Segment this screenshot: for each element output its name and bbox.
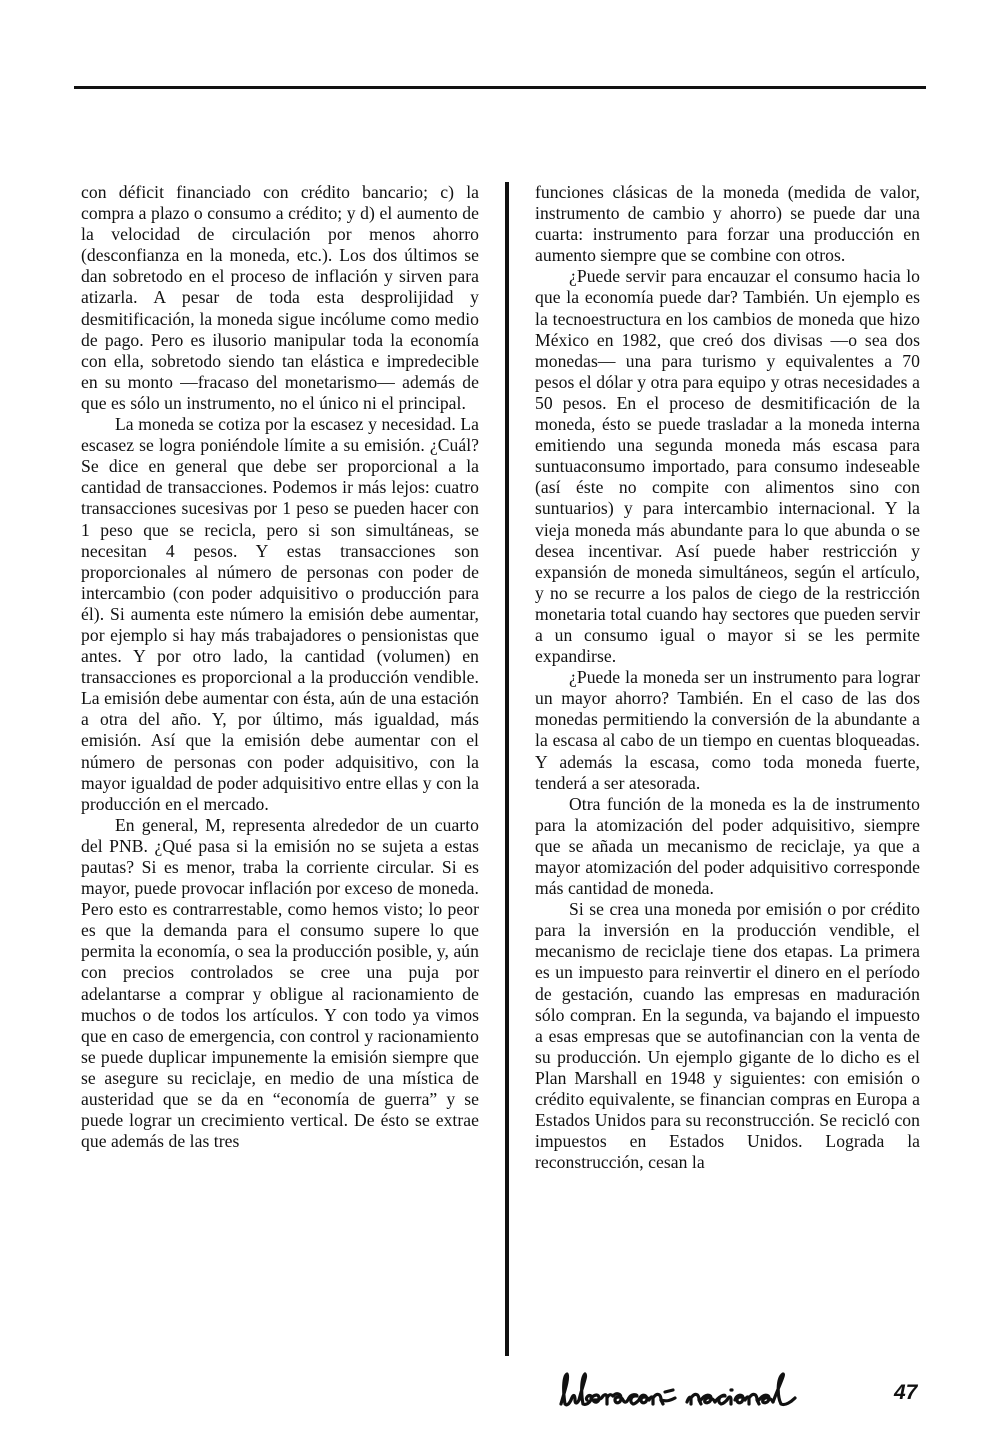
page-number: 47 bbox=[894, 1381, 918, 1404]
paragraph: ¿Puede servir para encauzar el consumo hacia lo que la economía puede dar? También. Un ejemplo es la tecnoestructura en los cambios de moneda que hizo México en 1982, que creó dos divisas —o sea dos monedas— una para turismo y equivalentes a 70 pesos el dólar y otra para equipo y otras necesidades a 50 pesos. En el proceso de desmitificación de la moneda, ésto se puede trasladar a la moneda interna emitiendo una segunda moneda más escasa para suntuaconsumo importado, para consumo indeseable (así éste no compite con alimentos sino con suntuarios) y para intercambio internacional. Y la vieja moneda más abundante para lo que abunda o se desea incentivar. Así puede haber restricción y expansión de moneda simultáneos, según el artículo, y no se recurre a los palos de ciego de la restricción monetaria total cuando hay sectores que pueden servir a un consumo igual o mayor si se les permite expandirse. bbox=[535, 266, 920, 667]
paragraph: con déficit financiado con crédito bancario; c) la compra a plazo o consumo a crédito; y d) el aumento de la velocidad de circulación por menos ahorro (desconfianza en la moneda, etc.). Los dos últimos se dan sobretodo en el proceso de inflación y sirven para atizarla. A pesar de toda esta desprolijidad y desmitificación, la moneda sigue incólume como medio de pago. Pero es ilusorio manipular toda la economía con ella, sobretodo siendo tan elástica e impredecible en su monto —fracaso del monetarismo— además de que es sólo un instrumento, no el único ni el principal. bbox=[81, 182, 479, 413]
liberacion-nacional-logo bbox=[555, 1370, 865, 1420]
top-rule bbox=[74, 86, 926, 89]
paragraph: Si se crea una moneda por emisión o por crédito para la inversión en la producción vendible, el mecanismo de reciclaje tiene dos etapas. La primera es un impuesto para reinvertir el dinero en el período de gestación, cuando las empresas en maduración sólo compran. En la segunda, va bajando el impuesto a esas empresas que se autofinancian con la venta de su producción. Un ejemplo gigante de lo dicho es el Plan Marshall en 1948 y siguientes: con emisión o crédito equivalente, se financian compras en Europa a Estados Unidos para su reconstrucción. Se recicló con impuestos en Estados Unidos. Lograda la reconstrucción, cesan la bbox=[535, 899, 920, 1173]
paragraph: Otra función de la moneda es la de instrumento para la atomización del poder adquisitivo, siempre que se añada un mecanismo de reciclaje, ya que a mayor atomización del poder adquisitivo corresponde más cantidad de moneda. bbox=[535, 793, 920, 899]
paragraph: ¿Puede la moneda ser un instrumento para lograr un mayor ahorro? También. En el caso de las dos monedas permitiendo la conversión de la abundante a la escasa al cabo de un tiempo en cuentas bloqueadas. Y además la escasa, como toda moneda fuerte, tenderá a ser atesorada. bbox=[535, 667, 920, 793]
paragraph: funciones clásicas de la moneda (medida de valor, instrumento de cambio y ahorro) se puede dar una cuarta: instrumento para forzar una producción en aumento siempre que se combine con otros. bbox=[535, 182, 920, 266]
logo-text: liberación nacional bbox=[555, 1418, 563, 1419]
paragraph: La moneda se cotiza por la escasez y necesidad. La escasez se logra poniéndole límite a su emisión. ¿Cuál? Se dice en general que debe ser proporcional a la cantidad de transacciones. Podemos ir más lejos: cuatro transacciones sucesivas por 1 peso se pueden hacer con 1 peso que se recicla, pero si son simultáneas, se necesitan 4 pesos. Y estas transacciones son proporcionales al número de personas con poder de intercambio (con poder adquisitivo o producción para él). Si aumenta este número la emisión debe aumentar, por ejemplo si hay más trabajadores o pensionistas que antes. Y por otro lado, la cantidad (volumen) en transacciones es proporcional a la producción vendible. La emisión debe aumentar con ésta, aún de una estación a otra del año. Y, por último, más igualdad, más emisión. Así que la emisión debe aumentar con el número de personas con poder adquisitivo, con la mayor igualdad de poder adquisitivo entre ellas y con la producción en el mercado. bbox=[81, 414, 479, 814]
column-divider bbox=[505, 182, 509, 1356]
right-column bbox=[535, 182, 920, 1173]
paragraph: En general, M, representa alrededor de un cuarto del PNB. ¿Qué pasa si la emisión no se sujeta a estas pautas? Si es menor, traba la corriente circular. Si es mayor, puede provocar inflación por exceso de moneda. Pero esto es contrarrestable, como hemos visto; lo peor es que la demanda para el consumo supere lo que permita la economía, o sea la producción posible, y, aún con precios controlados se cree una puja por adelantarse a comprar y obligue al racionamiento de muchos o de todos los artículos. Y con todo ya vimos que en caso de emergencia, con control y racionamiento se puede duplicar impunemente la emisión siempre que se asegure su reciclaje, en medio de una mística de austeridad que se da en “economía de guerra” y se puede lograr un crecimiento vertical. De ésto se extrae que además de las tres bbox=[81, 814, 479, 1152]
left-column bbox=[81, 182, 479, 1152]
